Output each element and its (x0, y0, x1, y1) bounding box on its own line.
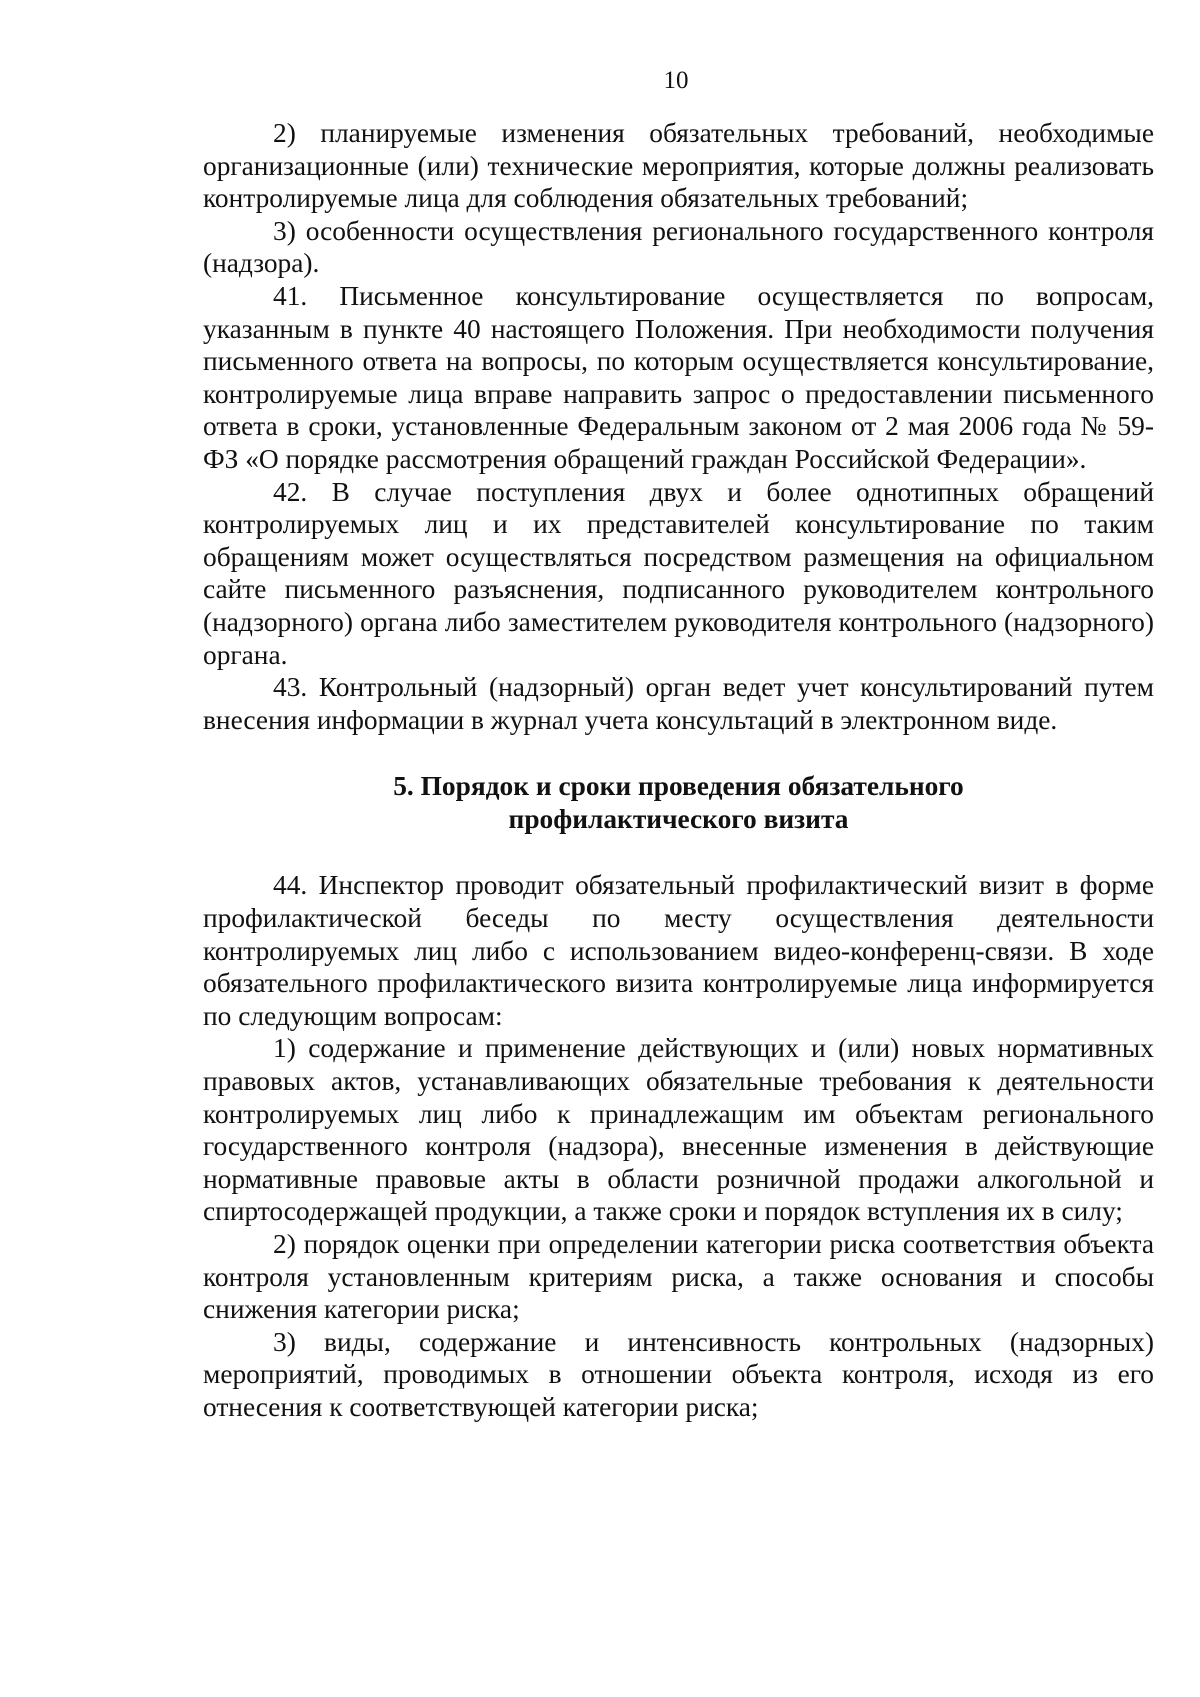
paragraph-item-2-risk-assessment: 2) порядок оценки при определении категории риска соответствия объекта контроля установленным критериям риска, а также основания и способы снижения категории риска; (203, 1229, 1154, 1325)
paragraph-item-3-control-features: 3) особенности осуществления регионального государственного контроля (надзора). (203, 215, 1154, 279)
section-heading-line-2: профилактического визита (508, 803, 849, 834)
paragraph-item-3-control-measures: 3) виды, содержание и интенсивность контрольных (надзорных) мероприятий, проводимых в отношении объекта контроля, исходя из его отнесения к соответствующей категории риска; (203, 1326, 1154, 1422)
paragraph-item-2-requirements-changes: 2) планируемые изменения обязательных требований, необходимые организационные (или) технические мероприятия, которые должны реализовать контролируемые лица для соблюдения обязательных требований; (203, 118, 1154, 214)
paragraph-43-consulting-records: 43. Контрольный (надзорный) орган ведет учет консультирований путем внесения информации в журнал учета консультаций в электронном виде. (203, 672, 1154, 735)
paragraph-42-same-type-requests: 42. В случае поступления двух и более однотипных обращений контролируемых лиц и их представителей консультирование по таким обращениям может осуществляться посредством размещения на официальном сайте письменного разъяснения, подписанного руководителем контрольного (надзорного) органа либо заместителем руководителя контрольного (надзорного) органа. (203, 476, 1154, 670)
paragraph-item-1-legal-acts: 1) содержание и применение действующих и (или) новых нормативных правовых актов, устанавливающих обязательные требования к деятельности контролируемых лиц либо к принадлежащим им объектам регионального государственного контроля (надзора), внесенные изменения в действующие нормативные правовые акты в области розничной продажи алкогольной и спиртосодержащей продукции, а также сроки и порядок вступления их в силу; (203, 1033, 1154, 1227)
paragraph-41-written-consulting: 41. Письменное консультирование осуществляется по вопросам, указанным в пункте 40 настоящего Положения. При необходимости получения письменного ответа на вопросы, по которым осуществляется консультирование, контролируемые лица вправе направить запрос о предоставлении письменного ответа в сроки, установленные Федеральным законом от 2 мая 2006 года № 59-ФЗ «О порядке рассмотрения обращений граждан Российской Федерации». (203, 280, 1154, 474)
section-heading (203, 770, 1154, 835)
paragraph-44-preventive-visit: 44. Инспектор проводит обязательный профилактический визит в форме профилактической беседы по месту осуществления деятельности контролируемых лиц либо с использованием видео-конференц-связи. В ходе обязательного профилактического визита контролируемые лица информируется по следующим вопросам: (203, 870, 1154, 1031)
document-body (203, 117, 1154, 1424)
page-number: 10 (663, 67, 689, 94)
section-heading-line-1: 5. Порядок и сроки проведения обязательного (393, 771, 964, 802)
